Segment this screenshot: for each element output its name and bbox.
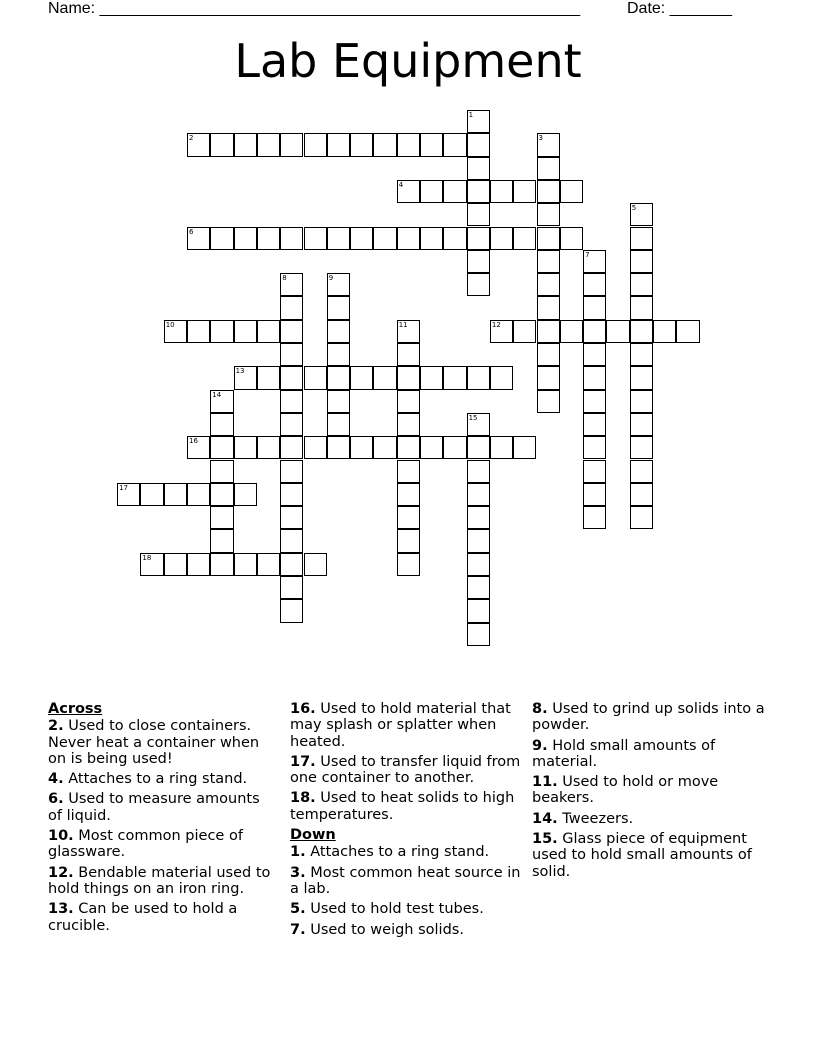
grid-cell[interactable]: [467, 529, 490, 552]
grid-cell[interactable]: [537, 157, 560, 180]
clue-text: Tweezers.: [557, 810, 634, 827]
clue-item: [48, 771, 278, 787]
grid-cell[interactable]: [187, 553, 210, 576]
grid-cell[interactable]: [304, 227, 327, 250]
grid-cell[interactable]: [210, 506, 233, 529]
grid-cell[interactable]: [420, 366, 443, 389]
clues-column-3: [532, 701, 768, 884]
clue-number: 9.: [532, 737, 548, 754]
grid-cell[interactable]: [537, 180, 560, 203]
grid-cell[interactable]: [630, 250, 653, 273]
clue-number-label: 7: [585, 250, 590, 259]
grid-cell[interactable]: [443, 366, 466, 389]
clue-number-label: 6: [189, 227, 194, 236]
grid-cell[interactable]: [630, 366, 653, 389]
grid-cell[interactable]: [513, 436, 536, 459]
date-field[interactable]: Date: _______: [627, 0, 732, 17]
clue-number-label: 8: [282, 274, 287, 283]
grid-cell[interactable]: [210, 529, 233, 552]
grid-cell[interactable]: [537, 343, 560, 366]
grid-cell[interactable]: [630, 343, 653, 366]
grid-cell[interactable]: [583, 506, 606, 529]
grid-cell[interactable]: [397, 436, 420, 459]
clue-item: [290, 701, 526, 750]
grid-cell[interactable]: [583, 320, 606, 343]
grid-cell[interactable]: [630, 273, 653, 296]
grid-cell[interactable]: [280, 343, 303, 366]
clue-number: 11.: [532, 774, 558, 791]
clue-item: [290, 901, 526, 917]
clue-number: 18.: [290, 790, 316, 807]
grid-cell[interactable]: [537, 250, 560, 273]
clue-number-label: 16: [189, 437, 198, 446]
grid-cell[interactable]: [560, 320, 583, 343]
grid-cell[interactable]: [467, 460, 490, 483]
grid-cell[interactable]: [210, 553, 233, 576]
grid-cell[interactable]: [327, 436, 350, 459]
grid-cell[interactable]: [397, 483, 420, 506]
clue-text: Used to weigh solids.: [305, 921, 464, 938]
clue-item: [48, 901, 278, 934]
grid-cell[interactable]: [490, 180, 513, 203]
clue-text: Used to measure amounts of liquid.: [48, 791, 260, 824]
grid-cell[interactable]: [234, 553, 257, 576]
grid-cell[interactable]: [630, 460, 653, 483]
grid-cell[interactable]: [397, 553, 420, 576]
grid-cell[interactable]: [537, 366, 560, 389]
grid-cell[interactable]: [373, 436, 396, 459]
clue-item: [532, 831, 768, 880]
clue-item: [48, 718, 278, 767]
grid-cell[interactable]: [467, 576, 490, 599]
clue-text: Used to heat solids to high temperatures.: [290, 790, 515, 823]
grid-cell[interactable]: [210, 133, 233, 156]
grid-cell[interactable]: [490, 366, 513, 389]
clue-number: 6.: [48, 791, 64, 808]
grid-cell[interactable]: [467, 436, 490, 459]
clue-number-label: 14: [212, 390, 222, 399]
grid-cell[interactable]: [280, 529, 303, 552]
clue-item: [48, 865, 278, 898]
grid-cell[interactable]: [304, 366, 327, 389]
grid-cell[interactable]: [420, 227, 443, 250]
grid-cell[interactable]: [537, 390, 560, 413]
clue-item: [532, 701, 768, 734]
grid-cell[interactable]: [280, 227, 303, 250]
grid-cell[interactable]: [467, 203, 490, 226]
clue-number-label: 15: [468, 413, 478, 422]
grid-cell[interactable]: [164, 553, 187, 576]
grid-cell[interactable]: [280, 133, 303, 156]
clue-number: 4.: [48, 771, 64, 788]
grid-cell[interactable]: [280, 599, 303, 622]
grid-cell[interactable]: [210, 483, 233, 506]
grid-cell[interactable]: [280, 436, 303, 459]
clue-item: [532, 738, 768, 771]
clue-item: [290, 754, 526, 787]
clue-text: Attaches to a ring stand.: [63, 771, 248, 788]
clue-number-label: 9: [328, 274, 334, 283]
grid-cell[interactable]: [234, 320, 257, 343]
grid-cell[interactable]: [257, 320, 280, 343]
grid-cell[interactable]: [280, 320, 303, 343]
grid-cell[interactable]: [443, 227, 466, 250]
grid-cell[interactable]: [630, 436, 653, 459]
grid-cell[interactable]: [583, 460, 606, 483]
clue-text: Bendable material used to hold things on an iron ring.: [48, 864, 271, 897]
grid-cell[interactable]: [280, 576, 303, 599]
clue-number: 12.: [48, 864, 74, 881]
grid-cell[interactable]: [280, 553, 303, 576]
clue-number-label: 3: [538, 134, 543, 143]
clue-number-label: 5: [631, 204, 637, 213]
grid-cell[interactable]: [397, 390, 420, 413]
clue-number-label: 4: [398, 180, 404, 189]
grid-cell[interactable]: [327, 320, 350, 343]
grid-cell[interactable]: [630, 506, 653, 529]
grid-cell[interactable]: [210, 436, 233, 459]
clue-number: 16.: [290, 701, 316, 717]
grid-cell[interactable]: [467, 157, 490, 180]
clue-number-label: 17: [119, 483, 129, 492]
clue-item: [290, 865, 526, 898]
clue-number-label: 18: [142, 553, 152, 562]
grid-cell[interactable]: [397, 506, 420, 529]
grid-cell[interactable]: [630, 227, 653, 250]
grid-cell[interactable]: [537, 203, 560, 226]
grid-cell[interactable]: [280, 506, 303, 529]
clue-text: Used to close containers. Never heat a container when on is being used!: [48, 718, 260, 767]
grid-cell[interactable]: [513, 227, 536, 250]
grid-cell[interactable]: [327, 296, 350, 319]
grid-cell[interactable]: [280, 296, 303, 319]
clue-number: 2.: [48, 718, 64, 735]
grid-cell[interactable]: [350, 133, 373, 156]
grid-cell[interactable]: [327, 366, 350, 389]
grid-cell[interactable]: [630, 390, 653, 413]
grid-cell[interactable]: [257, 553, 280, 576]
grid-cell[interactable]: [420, 180, 443, 203]
clue-number: 3.: [290, 864, 306, 881]
clue-item: [290, 844, 526, 860]
grid-cell[interactable]: [537, 320, 560, 343]
clue-text: Glass piece of equipment used to hold small amounts of solid.: [532, 831, 752, 880]
grid-cell[interactable]: [327, 133, 350, 156]
grid-cell[interactable]: [583, 390, 606, 413]
grid-cell[interactable]: [280, 390, 303, 413]
clue-item: [48, 791, 278, 824]
across-heading: Across: [48, 701, 103, 717]
clue-text: Used to grind up solids into a powder.: [532, 701, 765, 734]
clue-number-label: 13: [235, 367, 245, 376]
grid-cell[interactable]: [630, 413, 653, 436]
grid-cell[interactable]: [513, 180, 536, 203]
grid-cell[interactable]: [606, 320, 629, 343]
grid-cell[interactable]: [210, 320, 233, 343]
grid-cell[interactable]: [490, 436, 513, 459]
grid-cell[interactable]: [630, 320, 653, 343]
clue-text: Attaches to a ring stand.: [305, 844, 490, 861]
grid-cell[interactable]: [583, 483, 606, 506]
grid-cell[interactable]: [280, 483, 303, 506]
grid-cell[interactable]: [467, 366, 490, 389]
grid-cell[interactable]: [210, 413, 233, 436]
grid-cell[interactable]: [397, 227, 420, 250]
grid-cell[interactable]: [280, 366, 303, 389]
grid-cell[interactable]: [583, 413, 606, 436]
grid-cell[interactable]: [397, 413, 420, 436]
clue-number: 10.: [48, 828, 74, 845]
grid-cell[interactable]: [583, 436, 606, 459]
clue-number: 14.: [532, 810, 558, 827]
grid-cell[interactable]: [583, 296, 606, 319]
grid-cell[interactable]: [653, 320, 676, 343]
grid-cell[interactable]: [350, 366, 373, 389]
clue-text: Can be used to hold a crucible.: [48, 901, 238, 934]
name-field[interactable]: Name: ______________________________________________________: [48, 0, 581, 17]
grid-cell[interactable]: [467, 599, 490, 622]
grid-cell[interactable]: [350, 436, 373, 459]
grid-cell[interactable]: [397, 343, 420, 366]
grid-cell[interactable]: [537, 296, 560, 319]
grid-cell[interactable]: [420, 133, 443, 156]
grid-cell[interactable]: [467, 250, 490, 273]
grid-cell[interactable]: [560, 227, 583, 250]
grid-cell[interactable]: [397, 529, 420, 552]
grid-cell[interactable]: [467, 180, 490, 203]
clue-item: [290, 790, 526, 823]
grid-cell[interactable]: [234, 227, 257, 250]
grid-cell[interactable]: [397, 460, 420, 483]
clue-text: Most common piece of glassware.: [48, 828, 243, 861]
grid-cell[interactable]: [583, 366, 606, 389]
grid-cell[interactable]: [187, 320, 210, 343]
grid-cell[interactable]: [583, 343, 606, 366]
grid-cell[interactable]: [350, 227, 373, 250]
clue-text: Hold small amounts of material.: [532, 737, 716, 770]
grid-cell[interactable]: [327, 343, 350, 366]
grid-cell[interactable]: [443, 436, 466, 459]
grid-cell[interactable]: [420, 436, 443, 459]
grid-cell[interactable]: [280, 460, 303, 483]
grid-cell[interactable]: [210, 227, 233, 250]
clue-number: 1.: [290, 844, 306, 861]
clue-number-label: 12: [491, 320, 501, 329]
grid-cell[interactable]: [467, 483, 490, 506]
grid-cell[interactable]: [467, 227, 490, 250]
grid-cell[interactable]: [373, 133, 396, 156]
grid-cell[interactable]: [234, 436, 257, 459]
grid-cell[interactable]: [583, 273, 606, 296]
grid-cell[interactable]: [467, 553, 490, 576]
grid-cell[interactable]: [327, 227, 350, 250]
page-title: Lab Equipment: [234, 34, 582, 88]
clue-number: 8.: [532, 701, 548, 717]
grid-cell[interactable]: [443, 180, 466, 203]
clue-text: Used to hold material that may splash or splatter when heated.: [290, 701, 511, 750]
clue-item: [290, 922, 526, 938]
grid-cell[interactable]: [397, 133, 420, 156]
clue-text: Most common heat source in a lab.: [290, 864, 521, 897]
clue-number-label: 10: [165, 320, 175, 329]
clue-item: [532, 774, 768, 807]
clue-number-label: 1: [468, 111, 474, 119]
grid-cell[interactable]: [397, 366, 420, 389]
grid-cell[interactable]: [467, 133, 490, 156]
grid-cell[interactable]: [537, 273, 560, 296]
clue-number-label: 11: [398, 320, 408, 329]
grid-cell[interactable]: [304, 436, 327, 459]
grid-cell[interactable]: [467, 506, 490, 529]
grid-cell[interactable]: [630, 483, 653, 506]
grid-cell[interactable]: [467, 623, 490, 646]
grid-cell[interactable]: [327, 390, 350, 413]
grid-cell[interactable]: [676, 320, 699, 343]
grid-cell[interactable]: [140, 483, 163, 506]
grid-cell[interactable]: [443, 133, 466, 156]
grid-cell[interactable]: [257, 436, 280, 459]
grid-cell[interactable]: [164, 483, 187, 506]
grid-cell[interactable]: [210, 460, 233, 483]
clue-number: 17.: [290, 753, 316, 770]
grid-cell[interactable]: [560, 180, 583, 203]
grid-cell[interactable]: [490, 227, 513, 250]
grid-cell[interactable]: [537, 227, 560, 250]
clues-column-2: [290, 701, 526, 942]
grid-cell[interactable]: [327, 413, 350, 436]
clue-number-label: 2: [189, 134, 194, 143]
clue-text: Used to transfer liquid from one container to another.: [290, 753, 521, 787]
grid-cell[interactable]: [630, 296, 653, 319]
grid-cell[interactable]: [234, 133, 257, 156]
clue-text: Used to hold test tubes.: [305, 901, 484, 918]
clue-number: 13.: [48, 901, 74, 918]
clue-item: [48, 828, 278, 861]
clue-number: 7.: [290, 921, 306, 938]
grid-cell[interactable]: [234, 483, 257, 506]
clue-number: 5.: [290, 901, 306, 918]
grid-cell[interactable]: [257, 133, 280, 156]
grid-cell[interactable]: [280, 413, 303, 436]
grid-cell[interactable]: [513, 320, 536, 343]
grid-cell[interactable]: [467, 273, 490, 296]
grid-cell[interactable]: [257, 366, 280, 389]
down-heading: Down: [290, 827, 336, 844]
grid-cell[interactable]: [304, 133, 327, 156]
clues-column-1: [48, 701, 278, 938]
grid-cell[interactable]: [373, 366, 396, 389]
grid-cell[interactable]: [304, 553, 327, 576]
clue-number: 15.: [532, 831, 558, 848]
grid-cell[interactable]: [373, 227, 396, 250]
grid-cell[interactable]: [257, 227, 280, 250]
clue-item: [532, 811, 768, 827]
clue-text: Used to hold or move beakers.: [532, 774, 719, 807]
grid-cell[interactable]: [187, 483, 210, 506]
